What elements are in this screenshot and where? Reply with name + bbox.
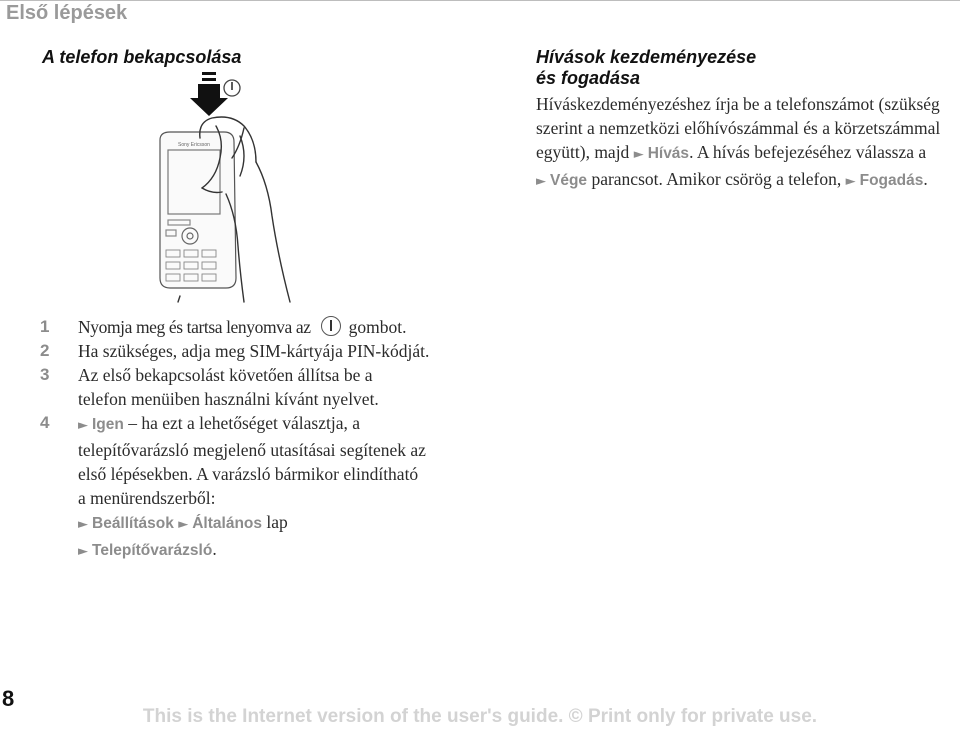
arrow-right-icon: ► — [178, 517, 189, 532]
menu-item-telepitovarazslo: Telepítővarázsló — [92, 542, 213, 559]
step-3 — [40, 363, 418, 411]
step-1 — [40, 315, 510, 339]
step-4 — [40, 411, 428, 564]
softkey-fogadas: Fogadás — [859, 172, 924, 189]
arrow-right-icon: ► — [78, 517, 88, 532]
step-text: . — [212, 539, 217, 559]
power-symbol-icon — [224, 80, 240, 96]
power-on-heading: A telefon bekapcsolása — [42, 47, 242, 67]
calls-text: Híváskezdeményezéshez írja be a telefonszámot (szükség szerint a nemzetközi előhívószámmal és a körzetszámmal együtt), majd — [536, 94, 941, 162]
header-bar — [0, 0, 960, 29]
arrow-right-icon: ► — [78, 418, 88, 433]
power-key-icon — [321, 316, 341, 336]
calls-body — [536, 92, 956, 194]
menu-item-beallitasok: Beállítások — [92, 515, 174, 532]
arrow-right-icon: ► — [78, 544, 88, 559]
phone-power-illustration — [140, 66, 320, 306]
calls-text: . A hívás befejezéséhez válassza a — [689, 142, 927, 162]
section-title: Első lépések — [6, 2, 128, 24]
phone-icon — [160, 132, 236, 288]
step-number: 3 — [40, 365, 50, 384]
step-text: Az első bekapcsolást követően állítsa be a telefon menüiben használni kívánt nyelvet. — [78, 365, 379, 409]
arrow-right-icon: ► — [845, 174, 856, 189]
menu-item-igen: Igen — [92, 416, 124, 433]
arrow-right-icon: ► — [536, 174, 546, 189]
step-text: – ha ezt a lehetőséget választja, a telepítővarázsló megjelenő utasításai segítenek az első lépésekben. A varázsló bármikor elindítható a menürendszerből: — [78, 413, 426, 508]
step-number: 1 — [40, 317, 50, 336]
power-on-steps — [40, 315, 510, 564]
step-number: 4 — [40, 413, 50, 432]
step-text: gombot. — [348, 317, 407, 337]
calls-text: . — [923, 169, 928, 189]
calls-heading-line2: és fogadása — [536, 68, 641, 88]
page-number: 8 — [2, 686, 15, 711]
softkey-hivas: Hívás — [647, 145, 690, 162]
step-text: Nyomja meg és tartsa lenyomva az — [78, 317, 311, 337]
step-number: 2 — [40, 341, 50, 360]
step-2 — [40, 339, 510, 363]
softkey-vege: Vége — [550, 172, 588, 189]
step-text: Ha szükséges, adja meg SIM-kártyája PIN-kódját. — [78, 341, 430, 361]
step-text: lap — [262, 512, 288, 532]
phone-brand-text: Sony Ericsson — [178, 142, 210, 148]
calls-heading-line1: Hívások kezdeményezése — [536, 47, 757, 67]
press-down-arrow-icon — [190, 72, 228, 116]
calls-heading — [536, 47, 936, 89]
footer-notice: This is the Internet version of the user's guide. © Print only for private use. — [142, 706, 818, 727]
arrow-right-icon: ► — [633, 147, 644, 162]
calls-text: parancsot. Amikor csörög a telefon, — [587, 169, 842, 189]
menu-item-altalanos: Általános — [192, 515, 262, 532]
